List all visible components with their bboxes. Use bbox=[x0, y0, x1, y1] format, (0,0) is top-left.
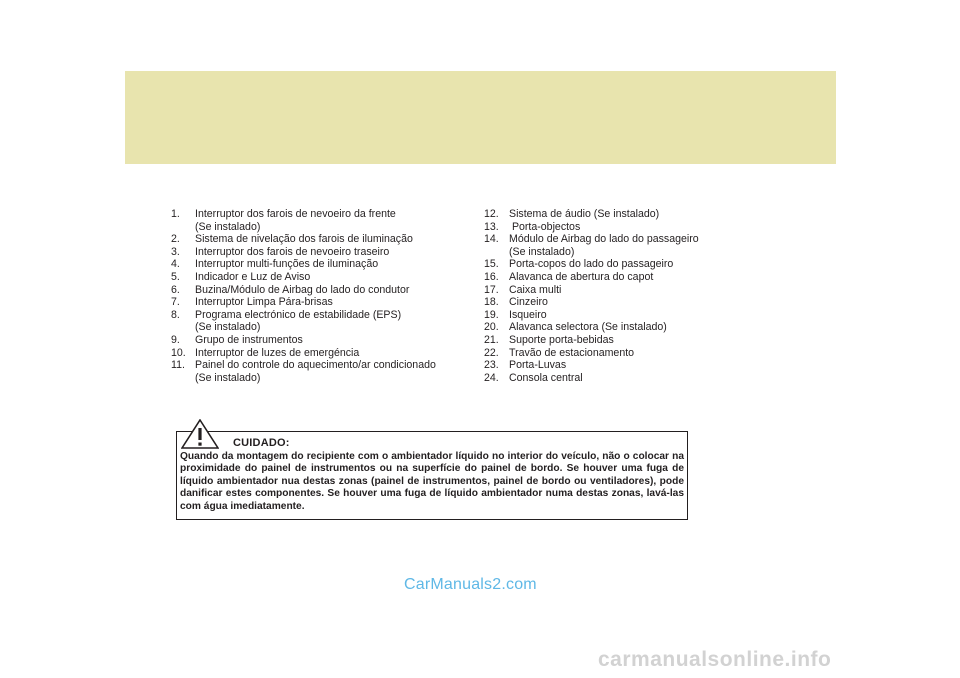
list-item bbox=[171, 284, 471, 297]
list-item-number: 24. bbox=[484, 371, 499, 384]
list-item-note: (Se instalado) bbox=[195, 220, 261, 233]
list-item bbox=[484, 359, 744, 372]
list-item-number: 9. bbox=[171, 333, 180, 346]
list-item bbox=[171, 258, 471, 271]
list-item-number: 5. bbox=[171, 270, 180, 283]
list-item-text: Interruptor dos farois de nevoeiro da frente bbox=[195, 208, 396, 220]
list-item bbox=[171, 334, 471, 347]
list-item-text: Programa electrónico de estabilidade (EPS) bbox=[195, 308, 402, 321]
list-item-text: Suporte porta-bebidas bbox=[509, 333, 614, 346]
list-item bbox=[484, 347, 744, 360]
list-item bbox=[484, 208, 744, 221]
list-item-number: 21. bbox=[484, 333, 499, 346]
list-item-number: 19. bbox=[484, 308, 499, 321]
list-item-text: Caixa multi bbox=[509, 283, 562, 296]
list-item bbox=[171, 271, 471, 284]
list-item-number: 6. bbox=[171, 283, 180, 296]
list-item-text: Porta-objectos bbox=[509, 220, 581, 233]
list-item bbox=[484, 334, 744, 347]
list-item bbox=[171, 309, 471, 322]
list-item-number: 3. bbox=[171, 245, 180, 258]
list-item-text: Interruptor multi-funções de iluminação bbox=[195, 258, 379, 271]
list-item-text: Consola central bbox=[509, 371, 583, 384]
list-item-text: Cinzeiro bbox=[509, 296, 548, 309]
list-item-number: 13. bbox=[484, 220, 499, 233]
list-item-number: 20. bbox=[484, 321, 499, 334]
list-item-text: Buzina/Módulo de Airbag do lado do condutor bbox=[195, 283, 410, 296]
list-item-text: Grupo de instrumentos bbox=[195, 333, 303, 346]
list-item-number: 8. bbox=[171, 308, 180, 321]
caution-title: CUIDADO: bbox=[233, 437, 290, 449]
list-item-number: 15. bbox=[484, 258, 499, 271]
list-item bbox=[484, 271, 744, 284]
list-item-text: Interruptor de luzes de emergéncia bbox=[195, 346, 360, 359]
list-item-number: 23. bbox=[484, 359, 499, 372]
list-item bbox=[484, 221, 744, 234]
list-item-text: Módulo de Airbag do lado do passageiro bbox=[509, 233, 699, 246]
list-item-text: Porta-Luvas bbox=[509, 359, 567, 372]
list-item-number: 7. bbox=[171, 296, 180, 309]
list-item bbox=[171, 208, 471, 221]
list-item bbox=[484, 321, 744, 334]
list-item-number: 16. bbox=[484, 270, 499, 283]
list-item-number: 17. bbox=[484, 283, 499, 296]
list-item-number: 10. bbox=[171, 346, 186, 359]
list-item bbox=[484, 258, 744, 271]
list-item bbox=[171, 359, 471, 372]
list-item-text: Indicador e Luz de Aviso bbox=[195, 270, 311, 283]
list-item-note: (Se instalado) bbox=[195, 371, 261, 384]
list-item-text: Interruptor dos farois de nevoeiro traseiro bbox=[195, 245, 390, 258]
warning-triangle-icon bbox=[181, 419, 219, 449]
component-list-right bbox=[484, 208, 744, 384]
caution-text: Quando da montagem do recipiente com o ambientador líquido no interior do veículo, não o colocar na proximidade do painel de instrumentos ou na superfície do painel de bordo. Se houver uma fuga de líquido ambientador nua destas zonas (painel de instrumentos, painel de bordo ou ventiladores), pode danificar estes componentes. Se houver uma fuga de líquido ambientador numa destas zonas, lavá-las com água imediatamente. bbox=[180, 451, 684, 512]
header-banner bbox=[125, 71, 836, 164]
list-item-text: Alavanca selectora (Se instalado) bbox=[509, 321, 667, 334]
watermark-carmanuals2: CarManuals2.com bbox=[404, 576, 537, 593]
list-item-number: 11. bbox=[171, 359, 185, 372]
list-item-text: Interruptor Limpa Pára-brisas bbox=[195, 296, 333, 309]
list-item bbox=[484, 372, 744, 385]
list-item-text: Alavanca de abertura do capot bbox=[509, 270, 654, 283]
list-item-number: 2. bbox=[171, 233, 180, 246]
list-item-text: Travão de estacionamento bbox=[509, 346, 635, 359]
list-item-text: Isqueiro bbox=[509, 308, 547, 321]
list-item bbox=[484, 233, 744, 246]
list-item-number: 14. bbox=[484, 233, 499, 246]
list-item-text: Painel do controle do aquecimento/ar condicionado bbox=[195, 359, 436, 372]
list-item bbox=[484, 296, 744, 309]
list-item-number: 22. bbox=[484, 346, 499, 359]
list-item-number: 18. bbox=[484, 296, 499, 309]
list-item-number: 12. bbox=[484, 208, 499, 220]
list-item-number: 4. bbox=[171, 258, 180, 271]
watermark-carmanualsonline: carmanualsonline.info bbox=[598, 648, 832, 671]
component-list-left bbox=[171, 208, 471, 384]
list-item bbox=[484, 284, 744, 297]
list-item bbox=[171, 233, 471, 246]
list-item-text: Sistema de nivelação dos farois de iluminação bbox=[195, 233, 413, 246]
list-item bbox=[171, 246, 471, 259]
list-item-text: Sistema de áudio (Se instalado) bbox=[509, 208, 660, 220]
list-item-text: Porta-copos do lado do passageiro bbox=[509, 258, 674, 271]
list-item bbox=[171, 296, 471, 309]
list-item-note: (Se instalado) bbox=[195, 321, 261, 334]
list-item bbox=[171, 347, 471, 360]
list-item-note: (Se instalado) bbox=[509, 245, 575, 258]
list-item-number: 1. bbox=[171, 208, 180, 220]
list-item bbox=[484, 309, 744, 322]
